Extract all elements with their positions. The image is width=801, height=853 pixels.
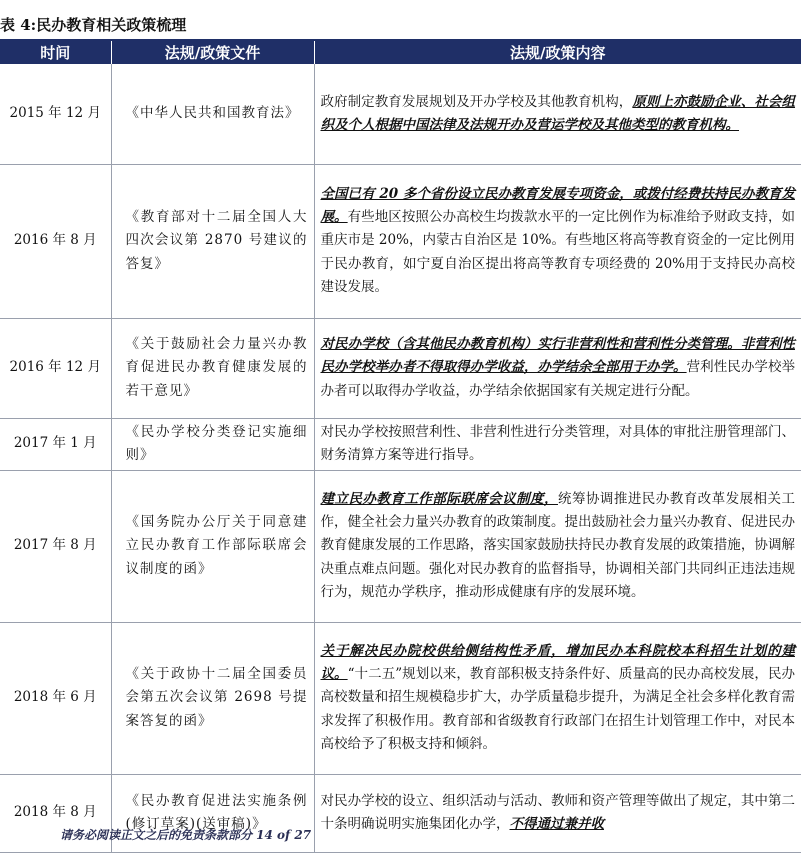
row-date: 2016 年 8 月	[0, 164, 111, 318]
content-segment: 对民办学校按照营利性、非营利性进行分类管理，对具体的审批注册管理部门、财务清算方案等进行指导。	[320, 423, 795, 463]
table-row	[0, 318, 801, 418]
row-content	[314, 418, 801, 470]
content-emphasis: 对民办学校（含其他民办教育机构）实行非营利性和营利性分类管理。非营利性民办学校举办者不得取得办学收益，办学结余全部用于办学。	[320, 336, 795, 376]
content-emphasis: 原则上亦鼓励企业、社会组织及个人根据中国法律及法规开办及营运学校及其他类型的教育机构。	[320, 93, 796, 133]
content-emphasis: 关于解决民办院校供给侧结构性矛盾，增加民办本科院校本科招生计划的建议。	[320, 642, 795, 683]
row-date: 2018 年 8 月	[0, 774, 111, 852]
row-law: 《关于政协十二届全国委员会第五次会议第 2698 号提案答复的函》	[111, 622, 314, 774]
row-content	[314, 164, 801, 318]
row-law: 《国务院办公厅关于同意建立民办教育工作部际联席会议制度的函》	[111, 470, 314, 622]
row-law: 《民办学校分类登记实施细则》	[111, 418, 314, 470]
page-footnote: 请务必阅读正文之后的免责条款部分 14 of 27	[60, 828, 312, 842]
row-content	[314, 318, 801, 418]
row-content	[314, 622, 801, 774]
content-segment: 有些地区按照公办高校生均拨款水平的一定比例作为标准给予财政支持，如重庆市是 20%，内蒙古自治区是 10%。有些地区将高等教育资金的一定比例用于民办教育，如宁夏自治区提出将高等教育专项经费的 20%用于支持民办高校建设发展。	[320, 209, 796, 295]
row-law: 《教育部对十二届全国人大四次会议第 2870 号建议的答复》	[111, 164, 314, 318]
row-law: 《中华人民共和国教育法》	[111, 64, 314, 164]
content-segment: “十二五”规划以来，教育部积极支持条件好、质量高的民办高校发展，民办高校数量和招生规模稳步扩大，办学质量稳步提升，为满足全社会多样化教育需求发挥了积极作用。教育部和省级教育行政部门在招生计划管理工作中，对民本高校给予了积极支持和倾斜。	[320, 666, 796, 752]
header-date: 时间	[0, 41, 111, 64]
row-date: 2015 年 12 月	[0, 64, 111, 164]
header-law: 法规/政策文件	[111, 41, 314, 64]
row-date: 2017 年 8 月	[0, 470, 111, 622]
row-content	[314, 470, 801, 622]
header-row	[0, 41, 801, 64]
content-emphasis: 全国已有 20 多个省份设立民办教育发展专项资金，或拨付经费扶持民办教育发展。	[320, 185, 795, 226]
row-date: 2018 年 6 月	[0, 622, 111, 774]
row-content	[314, 64, 801, 164]
content-segment: 统筹协调推进民办教育改革发展相关工作，健全社会力量兴办教育的政策制度。提出鼓励社会力量兴办教育、促进民办教育健康发展的工作思路，落实国家鼓励扶持民办教育发展的政策措施，协调解决重点难点问题。强化对民办教育的监督指导，协调相关部门共同纠正违法违规行为，规范办学秩序，推动形成健康有序的发展环境。	[320, 490, 795, 600]
content-emphasis: 不得通过兼并收	[509, 816, 604, 832]
table-title: 表 4:民办教育相关政策梳理	[0, 16, 187, 34]
table-row	[0, 164, 801, 318]
row-law: 《关于鼓励社会力量兴办教育促进民办教育健康发展的若干意见》	[111, 318, 314, 418]
content-emphasis: 建立民办教育工作部际联席会议制度，	[320, 490, 558, 507]
table-row	[0, 622, 801, 774]
row-date: 2016 年 12 月	[0, 318, 111, 418]
table-row	[0, 64, 801, 164]
content-segment: 政府制定教育发展规划及开办学校及其他教育机构，	[320, 93, 633, 110]
row-law: 《民办教育促进法实施条例(修订草案)(送审稿)》	[111, 774, 314, 852]
header-content: 法规/政策内容	[314, 41, 801, 64]
row-date: 2017 年 1 月	[0, 418, 111, 470]
content-segment: 对民办学校的设立、组织活动与活动、教师和资产管理等做出了规定，其中第二十条明确说明实施集团化办学，	[320, 792, 795, 832]
row-content	[314, 774, 801, 852]
table-row	[0, 470, 801, 622]
table-row	[0, 418, 801, 470]
content-segment: 营利性民办学校举办者可以取得办学收益，办学结余依据国家有关规定进行分配。	[320, 359, 796, 399]
policy-table	[0, 41, 801, 853]
